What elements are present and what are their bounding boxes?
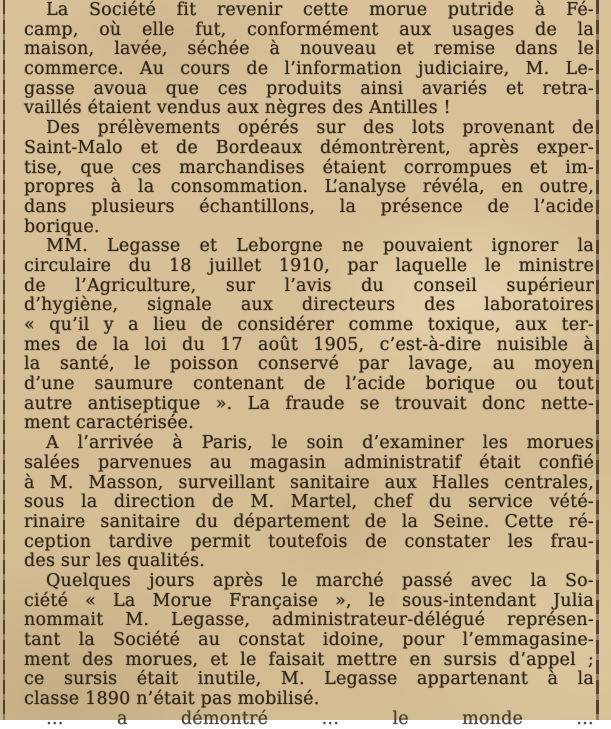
text-line: des sur les qualités. — [24, 551, 206, 572]
text-line: tise, que ces marchandises étaient corrompues et im- — [24, 157, 594, 178]
column-rule-right — [596, 0, 599, 720]
paragraph — [24, 119, 594, 237]
text-line: maison, lavée, séchée à nouveau et remise dans le — [24, 39, 594, 60]
text-line: commerce. Au cours de l’information judiciaire, M. Le- — [24, 59, 594, 80]
paragraph — [24, 434, 594, 572]
text-line: A l’arrivée à Paris, le soin d’examiner les morues — [46, 433, 594, 454]
text-line: borique. — [24, 216, 100, 237]
text-line: d’hygiène, signale aux directeurs des laboratoires — [24, 295, 594, 316]
text-line: à M. Masson, surveillant sanitaire aux Halles centrales, — [24, 472, 594, 493]
text-line: propres à la consommation. L’analyse révéla, en outre, — [24, 177, 594, 198]
truncated-bottom-line: … a démontré … le monde … — [46, 708, 594, 729]
text-line: « qu’il y a lieu de considérer comme toxique, aux ter- — [24, 315, 594, 335]
text-line: d’une saumure contenant de l’acide borique ou tout — [24, 374, 594, 395]
column-rule-left — [3, 0, 5, 720]
text-line: La Société fit revenir cette morue putride à Fé- — [46, 0, 594, 20]
text-line: salées parvenues au magasin administratif était confié — [24, 452, 594, 473]
paragraph — [24, 1, 594, 119]
text-line: nommait M. Legasse, administrateur-délégué représen- — [24, 610, 594, 631]
text-line: ception tardive permit toutefois de constater les frau- — [24, 531, 594, 552]
text-line: Des prélèvements opérés sur des lots provenant de — [46, 118, 594, 139]
text-line: circulaire du 18 juillet 1910, par laquelle le ministre — [24, 255, 594, 276]
text-line: ment caractérisée. — [24, 413, 194, 434]
text-line: gasse avoua que ces produits ainsi avariés et retra- — [24, 78, 594, 99]
text-line: ment des morues, et le faisait mettre en sursis d’appel ; — [24, 649, 594, 670]
text-line: rinaire sanitaire du département de la Seine. Cette ré- — [24, 511, 594, 532]
paragraph — [24, 237, 594, 434]
text-line: tant la Société au constat idoine, pour l’emmagasine- — [24, 630, 594, 650]
text-line: autre antiseptique ». La fraude se trouvait donc nette- — [24, 393, 594, 414]
text-line: Saint-Malo et de Bordeaux démontrèrent, après exper- — [24, 137, 594, 158]
article-column — [24, 0, 594, 729]
text-line: classe 1890 n’était pas mobilisé. — [24, 689, 320, 710]
text-line: la santé, le poisson conservé par lavage, au moyen — [24, 354, 594, 375]
text-line: ciété « La Morue Française », le sous-intendant Julia — [24, 590, 594, 611]
text-line: de l’Agriculture, sur l’avis du conseil supérieur — [24, 275, 594, 296]
text-line: Quelques jours après le marché passé avec la So- — [46, 570, 594, 591]
text-line: dans plusieurs échantillons, la présence de l’acide — [24, 196, 594, 217]
text-line: MM. Legasse et Leborgne ne pouvaient ignorer la — [46, 236, 594, 257]
text-line: sous la direction de M. Martel, chef du service vété- — [24, 492, 594, 513]
text-line: vaillés étaient vendus aux nègres des Antilles ! — [24, 98, 451, 119]
text-line: camp, où elle fut, conformément aux usages de la — [24, 19, 594, 40]
paragraph — [24, 572, 594, 710]
text-line: mes de la loi du 17 août 1905, c’est-à-dire nuisible à — [24, 334, 594, 355]
text-line: ce sursis était inutile, M. Legasse appartenant à la — [24, 669, 594, 690]
